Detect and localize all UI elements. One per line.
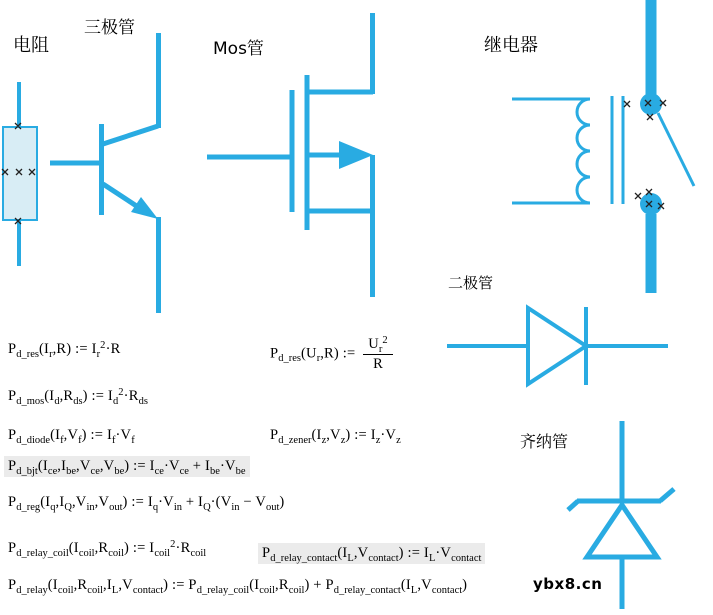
bjt-symbol[interactable]: [50, 33, 159, 313]
formula-p-d-res-voltage[interactable]: $P_{d\_res}(U_r,R)$ := $\frac{U_r^2}{R}$: [270, 336, 393, 372]
resistor-symbol[interactable]: [2, 82, 37, 266]
label-bjt: 三极管: [84, 18, 135, 38]
relay-coil: [577, 99, 590, 203]
formula-p-d-zener[interactable]: $P_{d\_zener}(I_z,V_z)$ := $I_z\cdot V_z$: [270, 427, 401, 446]
label-relay: 继电器: [484, 35, 538, 56]
formula-p-d-bjt[interactable]: $P_{d\_bjt}(I_{ce},I_{be},V_{ce},V_{be})$ := $I_{ce}\cdot V_{ce} + I_{be}\cdot V_{be}$: [4, 456, 250, 477]
emitter-arrow: [131, 197, 158, 219]
formula-p-d-res-current[interactable]: $P_{d\_res}(I_r,R)$ := $I_r^2\cdot R$: [8, 340, 121, 360]
formula-p-d-reg[interactable]: $P_{d\_reg}(I_q,I_Q,V_{in},V_{out})$ := $I_q\cdot V_{in} + I_Q\cdot(V_{in} - V_{out})$: [8, 494, 285, 513]
relay-symbol[interactable]: [512, 0, 694, 293]
watermark: ybx8.cn: [533, 575, 603, 593]
formula-p-d-mos[interactable]: $P_{d\_mos}(I_d,R_{ds})$ := $I_d^2\cdot R_{ds}$: [8, 387, 148, 407]
formula-p-d-relay[interactable]: $P_{d\_relay}(I_{coil},R_{coil},I_L,V_{contact})$ := $P_{d\_relay\_coil}(I_{coil},R_{coil}) + P_{d\_relay\_contact}(I_L,V_{contact})$: [8, 577, 468, 596]
label-mosfet: Mos管: [213, 39, 264, 59]
label-zener: 齐纳管: [520, 432, 569, 451]
diode-symbol[interactable]: [447, 307, 668, 385]
label-resistor: 电阻: [13, 35, 49, 56]
formula-p-d-relay-coil[interactable]: $P_{d\_relay\_coil}(I_{coil},R_{coil})$ := $I_{coil}^2\cdot R_{coil}$: [8, 539, 207, 559]
relay-switch-arm: [658, 113, 694, 186]
mosfet-arrow: [339, 141, 373, 169]
label-diode: 二极管: [448, 274, 494, 292]
relay-contact-dot-top: [640, 93, 662, 115]
formula-p-d-diode[interactable]: $P_{d\_diode}(I_f,V_f)$ := $I_f\cdot V_f$: [8, 427, 135, 446]
formula-p-d-relay-contact[interactable]: $P_{d\_relay\_contact}(I_L,V_{contact})$ := $I_L\cdot V_{contact}$: [258, 543, 485, 564]
